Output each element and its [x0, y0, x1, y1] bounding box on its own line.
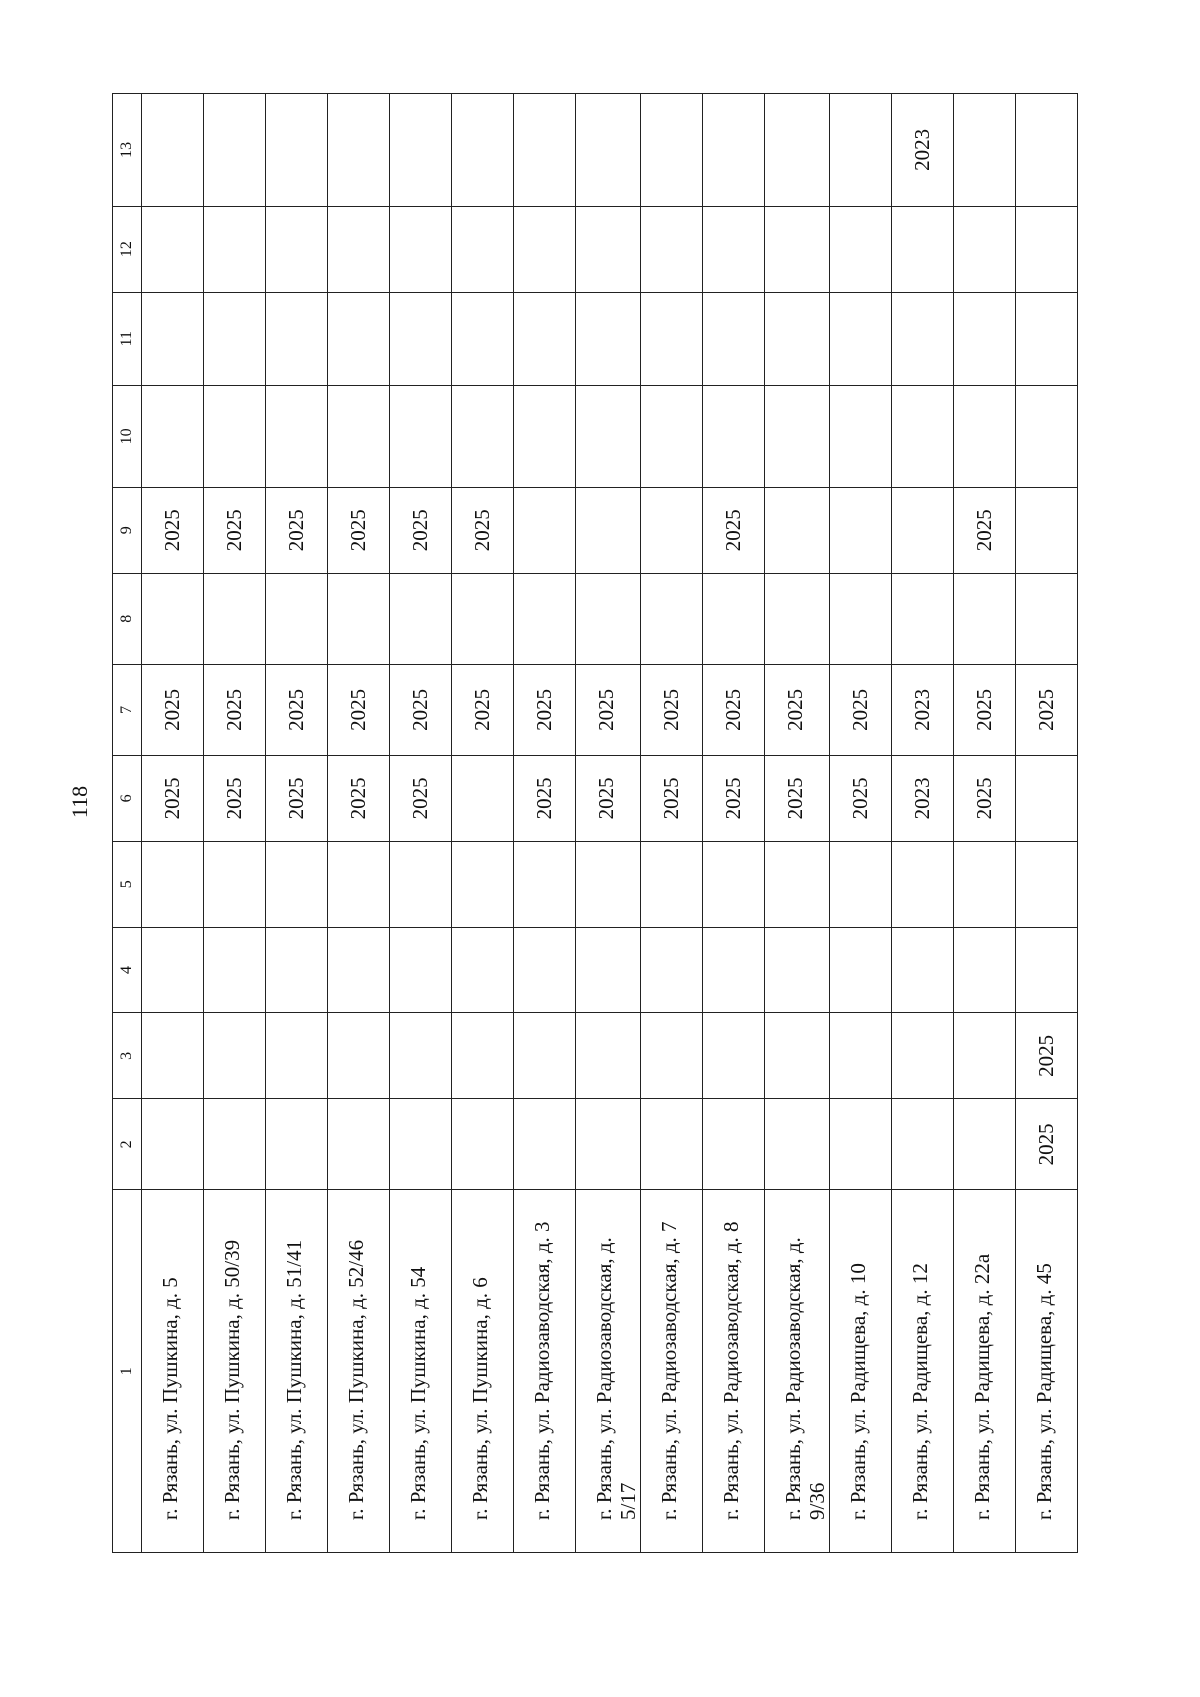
year-cell	[328, 94, 390, 207]
year-cell	[1016, 927, 1078, 1013]
year-cell	[576, 487, 641, 573]
year-cell: 2025	[830, 664, 892, 755]
year-cell	[641, 94, 703, 207]
year-cell	[204, 385, 266, 487]
table-row	[641, 94, 703, 1553]
year-cell	[514, 206, 576, 292]
year-cell	[830, 385, 892, 487]
year-cell	[204, 94, 266, 207]
year-cell	[765, 206, 830, 292]
year-cell	[452, 755, 514, 841]
year-cell	[390, 292, 452, 385]
year-cell	[266, 292, 328, 385]
year-cell	[703, 206, 765, 292]
year-cell	[142, 385, 204, 487]
year-cell	[703, 841, 765, 927]
year-cell: 2025	[328, 487, 390, 573]
year-cell: 2025	[142, 664, 204, 755]
year-cell	[266, 927, 328, 1013]
address-cell: г. Рязань, ул. Радищева, д. 45	[1016, 1190, 1078, 1553]
year-cell: 2025	[266, 664, 328, 755]
column-header: 10	[113, 385, 142, 487]
address-cell: г. Рязань, ул. Пушкина, д. 52/46	[328, 1190, 390, 1553]
table-row	[452, 94, 514, 1553]
table-body	[113, 94, 1078, 1553]
column-header: 3	[113, 1013, 142, 1099]
year-cell	[576, 573, 641, 664]
year-cell	[452, 206, 514, 292]
year-cell	[641, 927, 703, 1013]
year-cell	[765, 292, 830, 385]
year-cell	[830, 841, 892, 927]
year-cell	[576, 1099, 641, 1190]
column-header: 12	[113, 206, 142, 292]
year-cell	[514, 1013, 576, 1099]
year-cell	[328, 927, 390, 1013]
year-cell	[892, 841, 954, 927]
year-cell: 2025	[204, 755, 266, 841]
year-cell	[390, 94, 452, 207]
year-cell	[1016, 487, 1078, 573]
year-cell	[954, 841, 1016, 927]
year-cell	[703, 385, 765, 487]
schedule-table	[112, 93, 1078, 1553]
year-cell	[204, 206, 266, 292]
year-cell	[328, 1099, 390, 1190]
year-cell	[641, 1013, 703, 1099]
year-cell	[142, 841, 204, 927]
year-cell	[641, 841, 703, 927]
column-header: 13	[113, 94, 142, 207]
year-cell	[641, 1099, 703, 1190]
year-cell	[204, 292, 266, 385]
year-cell	[576, 206, 641, 292]
table-row	[703, 94, 765, 1553]
year-cell	[765, 1099, 830, 1190]
year-cell: 2025	[830, 755, 892, 841]
year-cell	[328, 1013, 390, 1099]
table-row	[514, 94, 576, 1553]
year-cell	[1016, 841, 1078, 927]
year-cell	[142, 1099, 204, 1190]
table-row	[765, 94, 830, 1553]
year-cell	[892, 927, 954, 1013]
year-cell	[328, 206, 390, 292]
year-cell	[703, 292, 765, 385]
year-cell	[204, 573, 266, 664]
year-cell: 2025	[703, 755, 765, 841]
address-cell: г. Рязань, ул. Радищева, д. 12	[892, 1190, 954, 1553]
year-cell: 2023	[892, 94, 954, 207]
year-cell	[765, 1013, 830, 1099]
year-cell	[266, 1013, 328, 1099]
year-cell	[266, 573, 328, 664]
address-cell: г. Рязань, ул. Пушкина, д. 54	[390, 1190, 452, 1553]
header-row	[113, 94, 142, 1553]
year-cell	[892, 292, 954, 385]
year-cell	[452, 841, 514, 927]
year-cell	[390, 573, 452, 664]
year-cell	[954, 292, 1016, 385]
year-cell: 2025	[954, 487, 1016, 573]
year-cell: 2025	[452, 664, 514, 755]
year-cell	[452, 927, 514, 1013]
year-cell	[703, 1099, 765, 1190]
year-cell: 2025	[390, 755, 452, 841]
year-cell	[703, 927, 765, 1013]
table-row	[954, 94, 1016, 1553]
year-cell	[703, 1013, 765, 1099]
address-cell: г. Рязань, ул. Пушкина, д. 50/39	[204, 1190, 266, 1553]
year-cell: 2023	[892, 755, 954, 841]
year-cell: 2025	[703, 664, 765, 755]
year-cell	[142, 206, 204, 292]
table-row	[576, 94, 641, 1553]
column-header: 9	[113, 487, 142, 573]
year-cell	[142, 94, 204, 207]
address-cell: г. Рязань, ул. Радищева, д. 22а	[954, 1190, 1016, 1553]
column-header: 11	[113, 292, 142, 385]
year-cell	[892, 206, 954, 292]
year-cell	[576, 94, 641, 207]
year-cell	[390, 206, 452, 292]
year-cell	[328, 292, 390, 385]
year-cell	[452, 573, 514, 664]
year-cell: 2025	[576, 755, 641, 841]
year-cell: 2025	[204, 487, 266, 573]
year-cell	[142, 292, 204, 385]
address-cell: г. Рязань, ул. Пушкина, д. 5	[142, 1190, 204, 1553]
year-cell	[892, 1013, 954, 1099]
year-cell: 2025	[204, 664, 266, 755]
table-row	[266, 94, 328, 1553]
year-cell	[204, 1013, 266, 1099]
year-cell	[641, 573, 703, 664]
year-cell	[892, 573, 954, 664]
column-header: 5	[113, 841, 142, 927]
year-cell	[830, 292, 892, 385]
year-cell	[328, 573, 390, 664]
year-cell	[954, 573, 1016, 664]
year-cell: 2025	[514, 664, 576, 755]
table-row	[892, 94, 954, 1553]
table-row	[830, 94, 892, 1553]
year-cell	[765, 573, 830, 664]
year-cell: 2025	[1016, 664, 1078, 755]
year-cell	[830, 927, 892, 1013]
year-cell: 2025	[328, 664, 390, 755]
year-cell: 2025	[266, 755, 328, 841]
table-row	[390, 94, 452, 1553]
year-cell	[641, 206, 703, 292]
address-cell: г. Рязань, ул. Радиозаводская, д. 8	[703, 1190, 765, 1553]
year-cell	[576, 292, 641, 385]
year-cell	[514, 841, 576, 927]
year-cell: 2025	[954, 755, 1016, 841]
year-cell: 2025	[514, 755, 576, 841]
year-cell: 2025	[954, 664, 1016, 755]
year-cell	[765, 927, 830, 1013]
year-cell	[266, 841, 328, 927]
year-cell	[830, 1013, 892, 1099]
year-cell: 2025	[1016, 1099, 1078, 1190]
year-cell	[514, 94, 576, 207]
column-header: 7	[113, 664, 142, 755]
address-cell: г. Рязань, ул. Радиозаводская, д. 7	[641, 1190, 703, 1553]
address-cell: г. Рязань, ул. Радиозаводская, д. 9/36	[765, 1190, 830, 1553]
year-cell	[830, 94, 892, 207]
year-cell	[204, 927, 266, 1013]
address-cell: г. Рязань, ул. Пушкина, д. 6	[452, 1190, 514, 1553]
year-cell	[142, 1013, 204, 1099]
year-cell: 2025	[1016, 1013, 1078, 1099]
year-cell	[266, 94, 328, 207]
year-cell	[204, 1099, 266, 1190]
year-cell	[328, 385, 390, 487]
table-row	[142, 94, 204, 1553]
year-cell	[703, 573, 765, 664]
year-cell	[954, 1099, 1016, 1190]
year-cell	[830, 487, 892, 573]
year-cell	[514, 292, 576, 385]
year-cell	[266, 1099, 328, 1190]
year-cell	[266, 206, 328, 292]
year-cell	[641, 385, 703, 487]
year-cell	[954, 385, 1016, 487]
year-cell	[954, 927, 1016, 1013]
year-cell	[204, 841, 266, 927]
year-cell: 2025	[703, 487, 765, 573]
year-cell	[641, 292, 703, 385]
year-cell	[390, 841, 452, 927]
year-cell	[514, 927, 576, 1013]
year-cell	[954, 94, 1016, 207]
year-cell	[328, 841, 390, 927]
year-cell	[452, 1099, 514, 1190]
year-cell	[266, 385, 328, 487]
year-cell: 2025	[576, 664, 641, 755]
year-cell: 2025	[452, 487, 514, 573]
year-cell	[641, 487, 703, 573]
year-cell	[1016, 94, 1078, 207]
year-cell	[514, 573, 576, 664]
year-cell: 2025	[142, 755, 204, 841]
year-cell	[830, 1099, 892, 1190]
year-cell	[514, 385, 576, 487]
column-header: 8	[113, 573, 142, 664]
rotated-table-container	[112, 93, 1077, 1553]
column-header: 6	[113, 755, 142, 841]
year-cell: 2025	[765, 664, 830, 755]
year-cell	[576, 385, 641, 487]
page-number: 118	[67, 785, 92, 819]
year-cell	[576, 841, 641, 927]
year-cell	[142, 927, 204, 1013]
year-cell	[830, 573, 892, 664]
year-cell: 2025	[765, 755, 830, 841]
year-cell	[1016, 573, 1078, 664]
year-cell	[452, 94, 514, 207]
year-cell: 2025	[641, 755, 703, 841]
year-cell	[765, 487, 830, 573]
column-header: 4	[113, 927, 142, 1013]
year-cell	[390, 1099, 452, 1190]
column-header: 2	[113, 1099, 142, 1190]
year-cell	[514, 487, 576, 573]
year-cell	[954, 206, 1016, 292]
year-cell	[892, 1099, 954, 1190]
table-row	[328, 94, 390, 1553]
year-cell: 2025	[390, 664, 452, 755]
year-cell	[514, 1099, 576, 1190]
year-cell	[452, 1013, 514, 1099]
year-cell	[142, 573, 204, 664]
year-cell	[1016, 385, 1078, 487]
column-header: 1	[113, 1190, 142, 1553]
address-cell: г. Рязань, ул. Радиозаводская, д. 3	[514, 1190, 576, 1553]
address-cell: г. Рязань, ул. Радиозаводская, д. 5/17	[576, 1190, 641, 1553]
year-cell	[576, 1013, 641, 1099]
year-cell: 2023	[892, 664, 954, 755]
year-cell	[390, 927, 452, 1013]
year-cell	[1016, 755, 1078, 841]
year-cell	[452, 292, 514, 385]
year-cell	[390, 1013, 452, 1099]
year-cell	[765, 385, 830, 487]
year-cell	[1016, 292, 1078, 385]
table-row	[1016, 94, 1078, 1553]
address-cell: г. Рязань, ул. Радищева, д. 10	[830, 1190, 892, 1553]
year-cell	[703, 94, 765, 207]
year-cell	[390, 385, 452, 487]
year-cell: 2025	[390, 487, 452, 573]
year-cell	[765, 94, 830, 207]
year-cell: 2025	[641, 664, 703, 755]
address-cell: г. Рязань, ул. Пушкина, д. 51/41	[266, 1190, 328, 1553]
year-cell	[892, 487, 954, 573]
year-cell	[452, 385, 514, 487]
year-cell	[576, 927, 641, 1013]
year-cell: 2025	[266, 487, 328, 573]
year-cell	[892, 385, 954, 487]
year-cell	[1016, 206, 1078, 292]
year-cell: 2025	[142, 487, 204, 573]
year-cell: 2025	[328, 755, 390, 841]
table-row	[204, 94, 266, 1553]
year-cell	[954, 1013, 1016, 1099]
year-cell	[765, 841, 830, 927]
year-cell	[830, 206, 892, 292]
